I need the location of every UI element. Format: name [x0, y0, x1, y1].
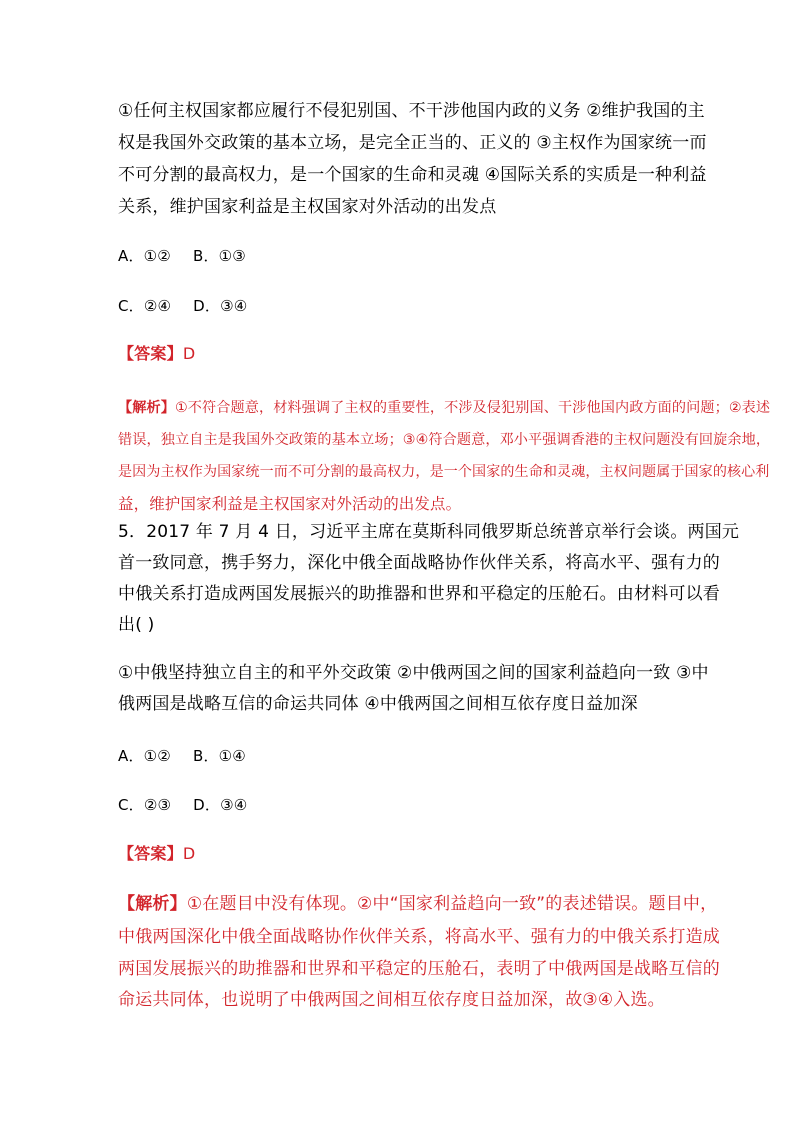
q4-analysis-line-1	[118, 396, 770, 420]
q5-analysis-label: 【解析】	[118, 894, 187, 914]
q5-option-d: D．③④	[193, 796, 248, 814]
q5-option-a: A．①②	[118, 747, 171, 765]
q5-option-b: B．①④	[192, 747, 246, 765]
q5-options-row-1	[118, 744, 246, 768]
q5-statements-line-1: ①中俄坚持独立自主的和平外交政策 ②中俄两国之间的国家利益趋向一致 ③中	[118, 663, 709, 683]
q4-options-row-1	[118, 244, 246, 268]
q5-analysis-text-1: ①在题目中没有体现。②中“国家利益趋向一致”的表述错误。题目中，	[186, 894, 718, 914]
q4-analysis-line-4: 益，维护国家利益是主权国家对外活动的出发点。	[118, 495, 462, 513]
q4-option-a: A．①②	[118, 247, 171, 265]
q5-stem-line-4: 出( )	[118, 615, 155, 635]
q4-options-row-2	[118, 294, 247, 318]
q5-option-c: C．②③	[118, 796, 172, 814]
q4-option-c: C．②④	[118, 297, 172, 315]
q4-analysis-line-2: 错误，独立自主是我国外交政策的基本立场；③④符合题意，邓小平强调香港的主权问题没有回旋余地，	[118, 432, 771, 448]
q4-analysis-line-3: 是因为主权作为国家统一而不可分割的最高权力，是一个国家的生命和灵魂，主权问题属于国家的核心利	[118, 464, 770, 480]
q4-analysis-text-1: ①不符合题意，材料强调了主权的重要性，不涉及侵犯别国、干涉他国内政方面的问题；②表述	[174, 400, 771, 416]
q4-stem-line-1: ①任何主权国家都应履行不侵犯别国、不干涉他国内政的义务 ②维护我国的主	[118, 101, 705, 121]
q5-analysis-line-2: 中俄两国深化中俄全面战略协作伙伴关系，将高水平、强有力的中俄关系打造成	[118, 927, 720, 947]
q5-statements-line-2: 俄两国是战略互信的命运共同体 ④中俄两国之间相互依存度日益加深	[118, 694, 638, 714]
q4-option-b: B．①③	[192, 247, 246, 265]
q4-stem-line-3: 不可分割的最高权力，是一个国家的生命和灵魂 ④国际关系的实质是一种利益	[118, 165, 707, 185]
q5-options-row-2	[118, 793, 247, 817]
q5-analysis-line-1	[118, 892, 717, 916]
q5-answer	[118, 842, 195, 866]
q4-stem-line-2: 权是我国外交政策的基本立场，是完全正当的、正义的 ③主权作为国家统一而	[118, 133, 707, 153]
q4-answer	[118, 342, 195, 366]
q5-stem-line-3: 中俄关系打造成两国发展振兴的助推器和世界和平稳定的压舱石。由材料可以看	[118, 584, 720, 604]
q4-option-d: D．③④	[193, 297, 248, 315]
q4-answer-value: D	[182, 344, 196, 363]
q5-answer-value: D	[182, 844, 196, 863]
q5-analysis-line-4: 命运共同体，也说明了中俄两国之间相互依存度日益加深，故③④入选。	[118, 990, 665, 1010]
q4-stem-line-4: 关系，维护国家利益是主权国家对外活动的出发点	[118, 197, 497, 217]
q5-analysis-line-3: 两国发展振兴的助推器和世界和平稳定的压舱石，表明了中俄两国是战略互信的	[118, 959, 720, 979]
q5-answer-label: 【答案】	[118, 844, 183, 863]
q5-stem-line-1: 5．2017 年 7 月 4 日，习近平主席在莫斯科同俄罗斯总统普京举行会谈。两国元	[118, 522, 740, 542]
q4-answer-label: 【答案】	[118, 344, 183, 363]
q5-stem-line-2: 首一致同意，携手努力，深化中俄全面战略协作伙伴关系，将高水平、强有力的	[118, 553, 720, 573]
q4-analysis-label: 【解析】	[118, 400, 175, 416]
